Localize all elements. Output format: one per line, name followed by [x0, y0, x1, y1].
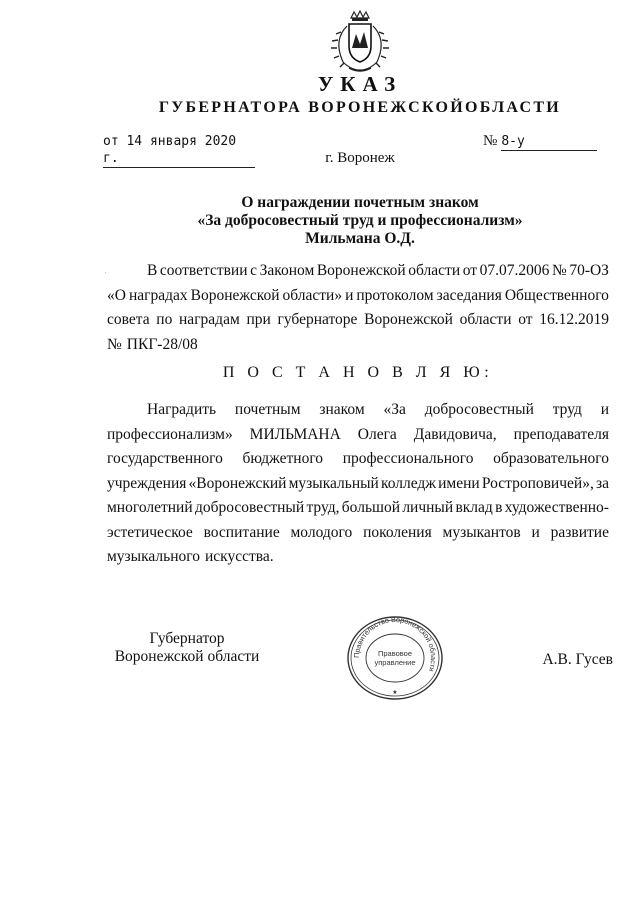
- word: колледж: [380, 474, 436, 492]
- word: «За: [383, 401, 406, 418]
- document-date: от 14 января 2020 г.: [103, 133, 255, 168]
- word: соответствии: [159, 262, 248, 279]
- word: 07.07.2006: [479, 262, 550, 279]
- word: наградам: [179, 311, 240, 328]
- paragraph-line: [107, 545, 609, 570]
- paragraph-line: [107, 333, 609, 358]
- document-city: г. Воронеж: [325, 150, 395, 166]
- word: 16.12.2019: [539, 311, 609, 328]
- preamble-paragraph: [107, 259, 609, 357]
- word: за: [595, 474, 609, 492]
- word: преподавателя: [513, 425, 609, 443]
- word: области: [408, 262, 461, 279]
- word: государственного: [107, 450, 223, 467]
- word: профессионализм»: [107, 425, 233, 443]
- word: молодого: [290, 523, 353, 541]
- paragraph-line: [107, 398, 609, 423]
- word: и: [531, 523, 540, 541]
- stamp-star-icon: ★: [392, 690, 398, 696]
- word: поколения: [363, 523, 432, 541]
- paragraph-line: [107, 423, 609, 448]
- word: знаком: [319, 401, 365, 418]
- word: наградах: [128, 286, 188, 304]
- word: большой: [341, 499, 401, 516]
- signatory-position: [107, 630, 267, 666]
- word: развитие: [550, 523, 609, 541]
- word: В: [147, 262, 158, 279]
- word: Давидовича,: [413, 425, 497, 443]
- number-label: №: [483, 133, 498, 149]
- paragraph-line: [107, 308, 609, 333]
- word: добросовестный: [194, 499, 305, 516]
- paragraph-line: [107, 521, 609, 546]
- word: 70-ОЗ: [569, 262, 609, 279]
- word: профессионального: [342, 450, 474, 467]
- word: губернаторе: [277, 311, 358, 328]
- word: труд,: [306, 499, 340, 516]
- word: искусства.: [204, 548, 274, 565]
- word: от: [462, 262, 478, 279]
- word: и: [345, 286, 354, 304]
- official-stamp: [345, 615, 445, 701]
- word: Ростроповичей»,: [481, 474, 594, 492]
- word: Воронежской: [364, 311, 453, 328]
- document-title: УКАЗ: [317, 72, 403, 96]
- word: при: [246, 311, 271, 328]
- word: труд: [552, 401, 582, 418]
- word: вклад: [455, 499, 493, 516]
- subject-line: Мильмана О.Д.: [305, 230, 415, 247]
- signatory-name: А.В. Гусев: [542, 651, 613, 668]
- word: протоколом: [356, 286, 434, 304]
- word: имени: [438, 474, 480, 492]
- word: по: [156, 311, 173, 328]
- word: заседания: [436, 286, 502, 304]
- coat-of-arms-icon: [325, 10, 395, 74]
- word: №: [107, 335, 122, 353]
- subject-line: «За добросовестный труд и профессионализм»: [197, 212, 523, 229]
- subject-line: О награждении почетным знаком: [241, 194, 479, 211]
- word: эстетическое: [107, 523, 193, 541]
- word: личный: [402, 499, 454, 516]
- paragraph-line: [107, 284, 609, 309]
- paragraph-line: [107, 447, 609, 472]
- word: почетным: [234, 401, 301, 418]
- position-line: Воронежской области: [114, 648, 260, 665]
- paragraph-line: [107, 472, 609, 497]
- word: музыкантов: [442, 523, 521, 541]
- number-value: 8-у: [501, 133, 597, 151]
- word: области»: [282, 286, 343, 304]
- decree-heading: П О С Т А Н О В Л Я Ю:: [222, 364, 494, 381]
- word: области: [459, 311, 512, 328]
- position-line: Губернатор: [149, 630, 225, 647]
- word: «Воронежский: [188, 474, 287, 492]
- word: бюджетного: [242, 450, 324, 467]
- word: художественно-: [504, 499, 609, 516]
- stamp-outer-text: Правительство Воронежской области: [351, 615, 439, 673]
- document-subject: [130, 194, 590, 248]
- word: Законом: [259, 262, 315, 279]
- word: в: [495, 499, 503, 516]
- word: музыкального: [107, 548, 200, 565]
- paragraph-line: [107, 496, 609, 521]
- word: Воронежской: [190, 286, 280, 304]
- word: от: [518, 311, 533, 328]
- word: добросовестный: [424, 401, 534, 418]
- word: образовательного: [493, 450, 609, 467]
- word: Общественного: [504, 286, 609, 304]
- document-number: [483, 133, 609, 151]
- word: с: [250, 262, 257, 279]
- word: воспитание: [203, 523, 280, 541]
- scan-speck: [105, 272, 106, 273]
- word: и: [600, 401, 609, 418]
- document-subtitle: ГУБЕРНАТОРА ВОРОНЕЖСКОЙОБЛАСТИ: [158, 99, 562, 116]
- word: Воронежской: [316, 262, 406, 279]
- word: «О: [107, 286, 126, 304]
- word: Олега: [357, 425, 397, 443]
- word: МИЛЬМАНА: [249, 425, 341, 443]
- word: совета: [107, 311, 150, 328]
- decree-paragraph: [107, 398, 609, 570]
- word: №: [551, 262, 567, 279]
- stamp-inner-line: Правовое: [377, 649, 413, 658]
- word: музыкальный: [288, 474, 379, 492]
- word: Наградить: [147, 401, 217, 418]
- paragraph-line: [107, 259, 609, 284]
- stamp-inner-line: управление: [374, 658, 416, 667]
- word: многолетний: [107, 499, 193, 516]
- word: ПКГ-28/08: [126, 335, 198, 353]
- word: учреждения: [107, 474, 187, 492]
